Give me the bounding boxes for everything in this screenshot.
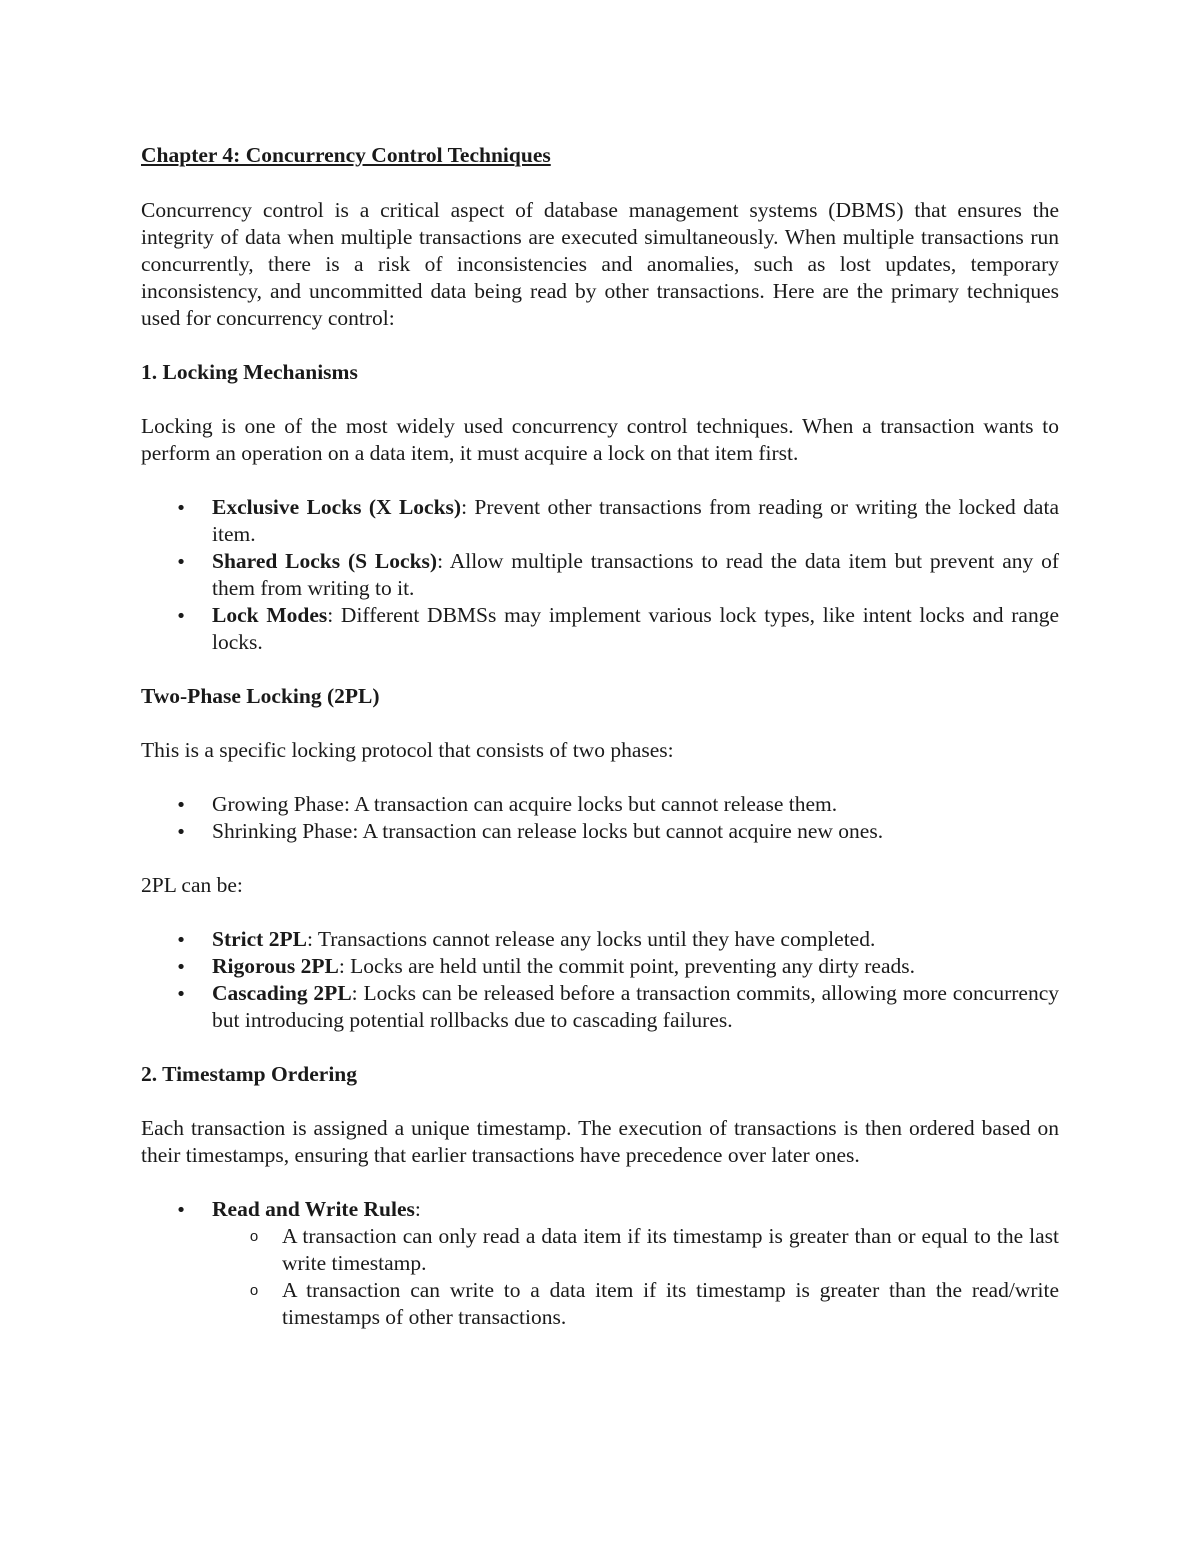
list-item <box>141 1196 1059 1331</box>
circle-bullet-icon: o <box>249 1282 259 1299</box>
sub-list-item-text: A transaction can write to a data item if its timestamp is greater than the read/write timestamps of other transactions. <box>282 1278 1059 1329</box>
list-item-text: : <box>414 1197 421 1221</box>
sub-list-item <box>212 1277 1059 1331</box>
bullet-icon <box>174 1196 188 1224</box>
bullet-icon <box>174 926 188 954</box>
sub-list <box>212 1223 1059 1331</box>
list-item-text: : Different DBMSs may implement various lock types, like intent locks and range locks. <box>212 603 1060 654</box>
intro-paragraph: Concurrency control is a critical aspect of database management systems (DBMS) that ensures the integrity of data when multiple transactions are executed simultaneously. When multiple transactions run concurrently, there is a risk of inconsistencies and anomalies, such as lost updates, temporary inconsistency, and uncommitted data being read by other transactions. Here are the primary techniques used for concurrency control: <box>141 198 1059 330</box>
sub-list-item-text: A transaction can only read a data item if its timestamp is greater than or equal to the last write timestamp. <box>282 1224 1059 1275</box>
list-item-text: : Transactions cannot release any locks until they have completed. <box>306 927 876 951</box>
locking-paragraph: Locking is one of the most widely used concurrency control techniques. When a transaction wants to perform an operation on a data item, it must acquire a lock on that item first. <box>141 414 1059 465</box>
bullet-icon <box>174 494 188 522</box>
list-item-term: Strict 2PL <box>212 927 307 951</box>
chapter-title: Chapter 4: Concurrency Control Techniques <box>141 143 551 167</box>
list-item-text: : Allow multiple transactions to read the data item but prevent any of them from writing to it. <box>212 549 1060 600</box>
list-item <box>141 602 1059 656</box>
section-heading-timestamp: 2. Timestamp Ordering <box>141 1062 357 1086</box>
list-item-term: Cascading 2PL <box>212 981 352 1005</box>
bullet-icon <box>174 953 188 981</box>
list-item-text: : Prevent other transactions from reading or writing the locked data item. <box>212 495 1059 546</box>
sub-list-item <box>212 1223 1059 1277</box>
list-item <box>141 791 1059 818</box>
list-item-term: Exclusive Locks (X Locks) <box>212 495 462 519</box>
list-item <box>141 818 1059 845</box>
list-item-text: : Locks can be released before a transaction commits, allowing more concurrency but introducing potential rollbacks due to cascading failures. <box>212 981 1059 1032</box>
document-page <box>141 142 1059 1358</box>
list-item-text: Shrinking Phase: A transaction can release locks but cannot acquire new ones. <box>212 819 884 843</box>
phases-list <box>141 791 1059 845</box>
list-item <box>141 494 1059 548</box>
bullet-icon <box>174 602 188 630</box>
list-item <box>141 548 1059 602</box>
list-item-term: Read and Write Rules <box>212 1197 415 1221</box>
lock-types-list <box>141 494 1059 656</box>
list-item-term: Shared Locks (S Locks) <box>212 549 438 573</box>
bullet-icon <box>174 548 188 576</box>
list-item-text: Growing Phase: A transaction can acquire locks but cannot release them. <box>212 792 838 816</box>
two-phase-paragraph: This is a specific locking protocol that consists of two phases: <box>141 738 674 762</box>
list-item-text: : Locks are held until the commit point, preventing any dirty reads. <box>338 954 916 978</box>
timestamp-rules-list <box>141 1196 1059 1331</box>
two-phase-variants-intro: 2PL can be: <box>141 873 243 897</box>
bullet-icon <box>174 980 188 1008</box>
list-item <box>141 980 1059 1034</box>
variants-list <box>141 926 1059 1034</box>
circle-bullet-icon: o <box>249 1228 259 1245</box>
bullet-icon <box>174 791 188 819</box>
timestamp-paragraph: Each transaction is assigned a unique timestamp. The execution of transactions is then ordered based on their timestamps, ensuring that earlier transactions have precedence over later ones. <box>141 1116 1059 1167</box>
list-item-term: Lock Modes <box>212 603 328 627</box>
list-item <box>141 953 1059 980</box>
bullet-icon <box>174 818 188 846</box>
section-heading-locking: 1. Locking Mechanisms <box>141 360 358 384</box>
list-item <box>141 926 1059 953</box>
section-heading-two-phase: Two-Phase Locking (2PL) <box>141 684 380 708</box>
list-item-term: Rigorous 2PL <box>212 954 339 978</box>
